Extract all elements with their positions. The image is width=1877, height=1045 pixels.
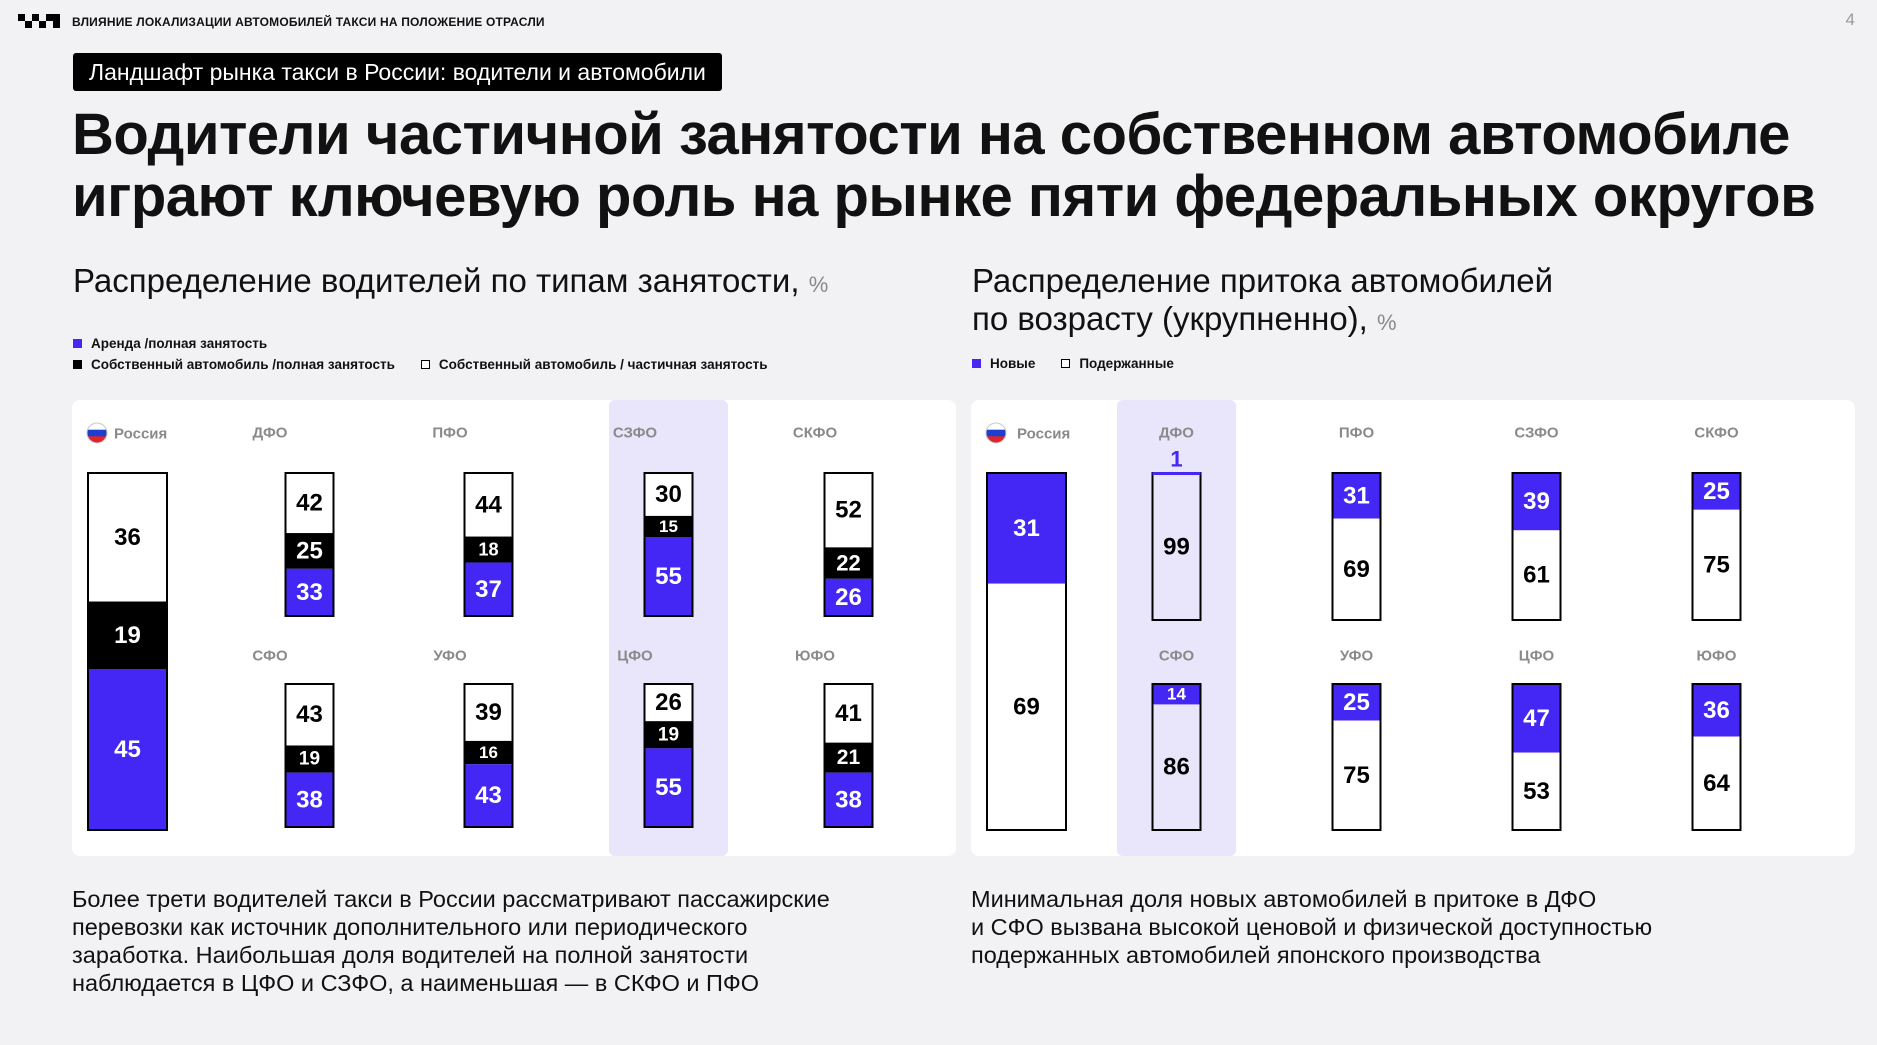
region-data-label: 47 — [1523, 704, 1550, 732]
russia-data-label: 31 — [1013, 514, 1040, 542]
category-label: УФО — [1339, 647, 1374, 665]
legend-swatch-white — [1061, 359, 1070, 368]
legend-label-own-full: Собственный автомобиль /полная занятость — [91, 357, 395, 372]
category-label: ДФО — [252, 424, 288, 442]
russia-data-label: 36 — [114, 523, 141, 551]
region-data-label: 39 — [475, 698, 502, 726]
region-data-label: 19 — [298, 748, 321, 770]
report-header: ВЛИЯНИЕ ЛОКАЛИЗАЦИИ АВТОМОБИЛЕЙ ТАКСИ НА ПОЛОЖЕНИЕ ОТРАСЛИ — [72, 15, 545, 29]
region-data-label: 25 — [296, 537, 323, 565]
region-data-label: 99 — [1163, 533, 1190, 561]
category-label: ПФО — [432, 424, 468, 442]
region-data-label: 52 — [835, 496, 862, 524]
region-data-label: 26 — [655, 689, 682, 717]
region-data-label: 31 — [1343, 482, 1370, 510]
page-number: 4 — [1845, 10, 1855, 29]
region-data-label: 33 — [296, 578, 323, 606]
region-data-label: 37 — [475, 575, 502, 603]
region-data-label: 43 — [296, 701, 323, 729]
region-data-label: 41 — [835, 699, 862, 727]
region-data-label: 16 — [479, 743, 498, 763]
region-data-label: 39 — [1523, 488, 1550, 516]
category-label: СЗФО — [1514, 424, 1559, 442]
region-data-label: 75 — [1703, 551, 1730, 579]
left-description-line: перевозки как источник дополнительного или периодического — [72, 914, 748, 940]
category-label: СЗФО — [612, 424, 658, 442]
region-data-label: 18 — [478, 539, 499, 560]
region-data-label: 43 — [475, 782, 502, 810]
legend-item-own-full — [73, 357, 395, 372]
right-description-line: подержанных автомобилей японского производства — [971, 942, 1541, 968]
legend-label-used: Подержанные — [1079, 356, 1174, 371]
russia-data-label: 45 — [114, 736, 141, 764]
legend-swatch-white — [421, 360, 430, 369]
region-data-label: 55 — [655, 774, 682, 802]
right-description-line: и СФО вызвана высокой ценовой и физической доступностью — [971, 914, 1653, 940]
flag-blue — [986, 430, 1006, 437]
region-data-label: 38 — [296, 786, 323, 814]
left-chart-subtitle — [73, 262, 828, 304]
car-age-chart — [971, 400, 1855, 856]
russia-data-label: 19 — [114, 621, 141, 649]
russia-flag-icon — [87, 423, 107, 443]
legend-label-new: Новые — [990, 356, 1036, 371]
region-data-label-outside: 1 — [1170, 446, 1183, 472]
left-description — [72, 885, 830, 997]
left-chart-legend — [73, 336, 794, 378]
legend-label-rent: Аренда /полная занятость — [91, 336, 268, 351]
category-label: УФО — [433, 647, 467, 665]
category-label-russia: Россия — [114, 425, 168, 443]
legend-swatch-blue — [972, 359, 981, 368]
taxi-checker-logo-icon — [18, 14, 62, 30]
page-title-line-2: играют ключевую роль на рынке пяти федеральных округов — [72, 164, 1816, 229]
category-label: СФО — [252, 647, 288, 665]
region-data-label: 15 — [659, 517, 678, 537]
category-label: ЦФО — [1518, 647, 1555, 665]
region-data-label: 86 — [1163, 753, 1190, 781]
region-data-label: 42 — [296, 489, 323, 517]
category-label: ЮФО — [795, 647, 835, 665]
right-chart-unit: % — [1377, 310, 1397, 335]
region-data-label: 61 — [1523, 561, 1550, 589]
russia-flag-icon — [986, 423, 1006, 443]
region-data-label: 38 — [835, 786, 862, 814]
region-data-label: 53 — [1523, 777, 1550, 805]
left-description-line: заработка. Наибольшая доля водителей на полной занятости — [72, 942, 749, 968]
right-description — [971, 885, 1652, 969]
right-description-line: Минимальная доля новых автомобилей в притоке в ДФО — [971, 886, 1597, 912]
region-data-label: 25 — [1703, 477, 1730, 505]
region-data-label: 69 — [1343, 555, 1370, 583]
legend-swatch-black — [73, 360, 82, 369]
legend-item-new — [972, 356, 1035, 371]
region-data-label: 22 — [836, 550, 861, 576]
category-label: СФО — [1158, 647, 1195, 665]
region-data-label: 25 — [1343, 688, 1370, 716]
right-chart-subtitle-line-1: Распределение притока автомобилей — [972, 262, 1554, 299]
region-data-label: 30 — [655, 480, 682, 508]
right-chart-subtitle-line-2: по возрасту (укрупненно), — [972, 300, 1368, 337]
category-label: СКФО — [1694, 424, 1739, 442]
region-data-label: 55 — [655, 563, 682, 591]
russia-data-label: 69 — [1013, 693, 1040, 721]
left-chart-unit: % — [808, 272, 829, 297]
left-description-line: Более трети водителей такси в России рассматривают пассажирские — [72, 886, 830, 912]
left-description-line: наблюдается в ЦФО и СЗФО, а наименьшая — в СКФО и ПФО — [72, 970, 760, 996]
section-tag: Ландшафт рынка такси в России: водители и автомобили — [73, 53, 722, 91]
region-data-label: 21 — [836, 746, 861, 770]
legend-item-rent — [73, 336, 267, 351]
page-title — [72, 104, 1862, 228]
category-label: ЮФО — [1696, 647, 1737, 665]
left-chart-subtitle-text: Распределение водителей по типам занятости, — [73, 262, 800, 299]
region-data-label: 14 — [1167, 684, 1186, 704]
legend-item-own-part — [421, 357, 768, 372]
region-data-label: 44 — [475, 491, 502, 519]
region-data-label: 64 — [1703, 769, 1730, 797]
category-label: СКФО — [792, 424, 838, 442]
category-label-russia: Россия — [1017, 425, 1071, 443]
region-data-label: 75 — [1343, 761, 1370, 789]
legend-item-used — [1061, 356, 1174, 371]
right-chart-subtitle — [972, 262, 1553, 342]
category-label: ЦФО — [617, 647, 653, 665]
flag-blue — [87, 430, 107, 437]
employment-chart — [72, 400, 956, 856]
category-label: ПФО — [1338, 424, 1375, 442]
category-label: ДФО — [1159, 424, 1194, 442]
page-title-line-1: Водители частичной занятости на собственном автомобиле — [72, 102, 1790, 167]
region-data-label: 26 — [835, 583, 862, 611]
region-data-label: 36 — [1703, 696, 1730, 724]
region-bar-segment-thin — [1153, 472, 1201, 475]
legend-label-own-part: Собственный автомобиль / частичная занятость — [438, 357, 768, 372]
employment-chart-panel — [72, 400, 956, 856]
region-data-label: 19 — [657, 724, 680, 746]
right-chart-legend — [972, 356, 1200, 377]
legend-swatch-blue — [73, 339, 82, 348]
car-age-chart-panel — [971, 400, 1855, 856]
